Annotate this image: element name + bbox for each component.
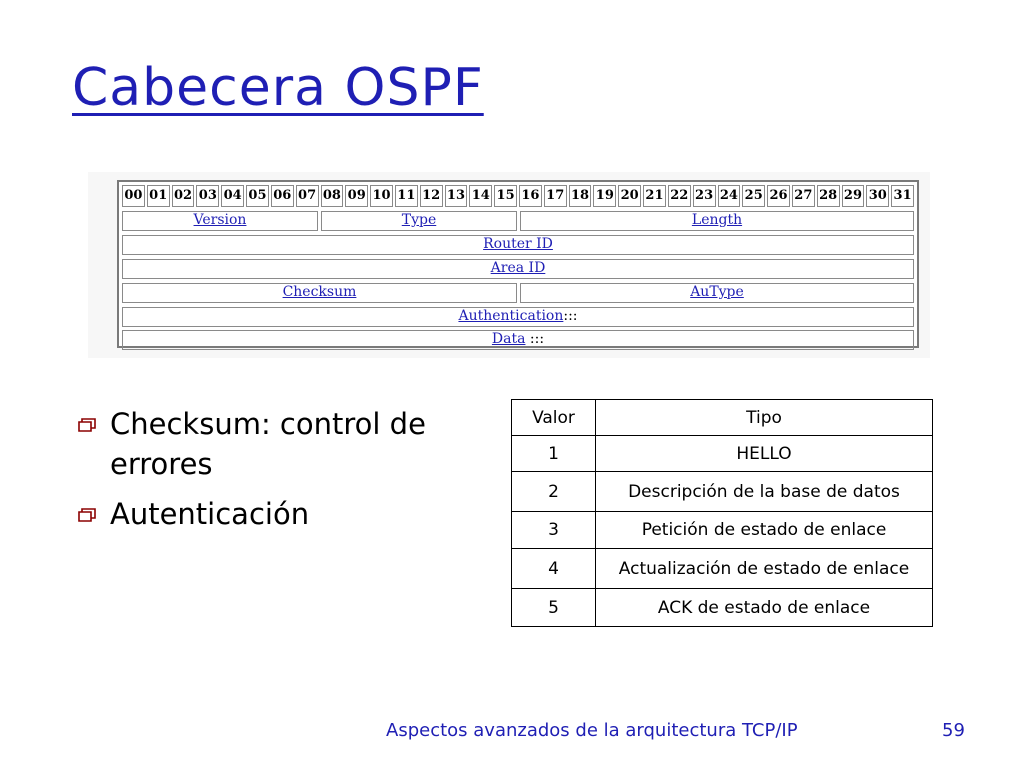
table-cell: Descripción de la base de datos <box>596 472 933 512</box>
table-row <box>512 549 933 589</box>
bit-number-row <box>122 185 914 207</box>
version-field[interactable] <box>122 211 318 231</box>
table-cell: ACK de estado de enlace <box>596 589 933 627</box>
column-header-valor: Valor <box>512 400 596 436</box>
bit-number-cell: 24 <box>718 185 741 207</box>
bit-number-cell: 08 <box>321 185 344 207</box>
bit-number-cell: 10 <box>370 185 393 207</box>
bit-number-cell: 30 <box>866 185 889 207</box>
ospf-type-table <box>511 399 933 627</box>
header-row-5 <box>122 307 914 327</box>
table-row <box>512 589 933 627</box>
table-header-row <box>512 400 933 436</box>
bit-number-cell: 04 <box>221 185 244 207</box>
authentication-suffix: ::: <box>563 308 578 324</box>
bit-number-cell: 20 <box>618 185 641 207</box>
bullet-item <box>72 494 492 534</box>
autype-link[interactable]: AuType <box>690 284 744 300</box>
table-cell: 5 <box>512 589 596 627</box>
table-cell: 4 <box>512 549 596 589</box>
table-cell: 2 <box>512 472 596 512</box>
area-id-link[interactable]: Area ID <box>490 260 546 276</box>
authentication-link[interactable]: Authentication <box>458 308 564 324</box>
data-field[interactable] <box>122 330 914 350</box>
bullet-text: Autenticación <box>110 497 310 531</box>
bit-number-cell: 26 <box>767 185 790 207</box>
ospf-header-diagram <box>88 172 930 358</box>
bit-number-cell: 31 <box>891 185 914 207</box>
bit-number-cell: 11 <box>395 185 418 207</box>
bit-number-cell: 05 <box>246 185 269 207</box>
autype-field[interactable] <box>520 283 914 303</box>
header-row-3 <box>122 259 914 279</box>
bit-number-cell: 28 <box>817 185 840 207</box>
bit-number-cell: 02 <box>172 185 195 207</box>
bit-number-cell: 12 <box>420 185 443 207</box>
bit-number-cell: 22 <box>668 185 691 207</box>
bit-number-cell: 27 <box>792 185 815 207</box>
bit-number-cell: 09 <box>345 185 368 207</box>
header-row-4 <box>122 283 914 303</box>
data-link[interactable]: Data <box>491 331 526 347</box>
data-suffix: ::: <box>525 331 545 347</box>
header-row-6 <box>122 330 914 350</box>
bullet-list <box>72 404 492 544</box>
bit-number-cell: 19 <box>593 185 616 207</box>
checksum-field[interactable] <box>122 283 517 303</box>
bit-number-cell: 14 <box>469 185 492 207</box>
slide-footer: Aspectos avanzados de la arquitectura TCP/IP <box>386 720 798 741</box>
bullet-item <box>72 404 492 484</box>
bullet-icon <box>76 506 98 524</box>
table-cell: HELLO <box>596 436 933 472</box>
slide-title: Cabecera OSPF <box>72 58 484 118</box>
bit-number-cell: 21 <box>643 185 666 207</box>
bit-number-cell: 13 <box>445 185 468 207</box>
type-field[interactable] <box>321 211 517 231</box>
bullet-text: Checksum: control de errores <box>110 407 426 481</box>
header-row-1 <box>122 211 914 231</box>
header-row-2 <box>122 235 914 255</box>
table-row <box>512 472 933 512</box>
table-cell: 1 <box>512 436 596 472</box>
bit-number-cell: 17 <box>544 185 567 207</box>
column-header-tipo: Tipo <box>596 400 933 436</box>
area-id-field[interactable] <box>122 259 914 279</box>
bit-number-cell: 03 <box>196 185 219 207</box>
bit-number-cell: 25 <box>742 185 765 207</box>
bit-number-cell: 18 <box>569 185 592 207</box>
ospf-header-table <box>117 180 919 348</box>
bit-number-cell: 16 <box>519 185 542 207</box>
bit-number-cell: 01 <box>147 185 170 207</box>
bit-number-cell: 00 <box>122 185 145 207</box>
bit-number-cell: 29 <box>842 185 865 207</box>
type-link[interactable]: Type <box>401 212 437 228</box>
bit-number-cell: 23 <box>693 185 716 207</box>
checksum-link[interactable]: Checksum <box>282 284 357 300</box>
authentication-field[interactable] <box>122 307 914 327</box>
bit-number-cell: 15 <box>494 185 517 207</box>
length-link[interactable]: Length <box>691 212 743 228</box>
router-id-link[interactable]: Router ID <box>483 236 553 252</box>
version-link[interactable]: Version <box>193 212 247 228</box>
bullet-icon <box>76 416 98 434</box>
length-field[interactable] <box>520 211 914 231</box>
page-number: 59 <box>942 720 965 741</box>
bit-number-cell: 06 <box>271 185 294 207</box>
router-id-field[interactable] <box>122 235 914 255</box>
table-cell: 3 <box>512 512 596 549</box>
table-cell: Petición de estado de enlace <box>596 512 933 549</box>
bit-number-cell: 07 <box>296 185 319 207</box>
table-cell: Actualización de estado de enlace <box>596 549 933 589</box>
table-row <box>512 512 933 549</box>
table-row <box>512 436 933 472</box>
